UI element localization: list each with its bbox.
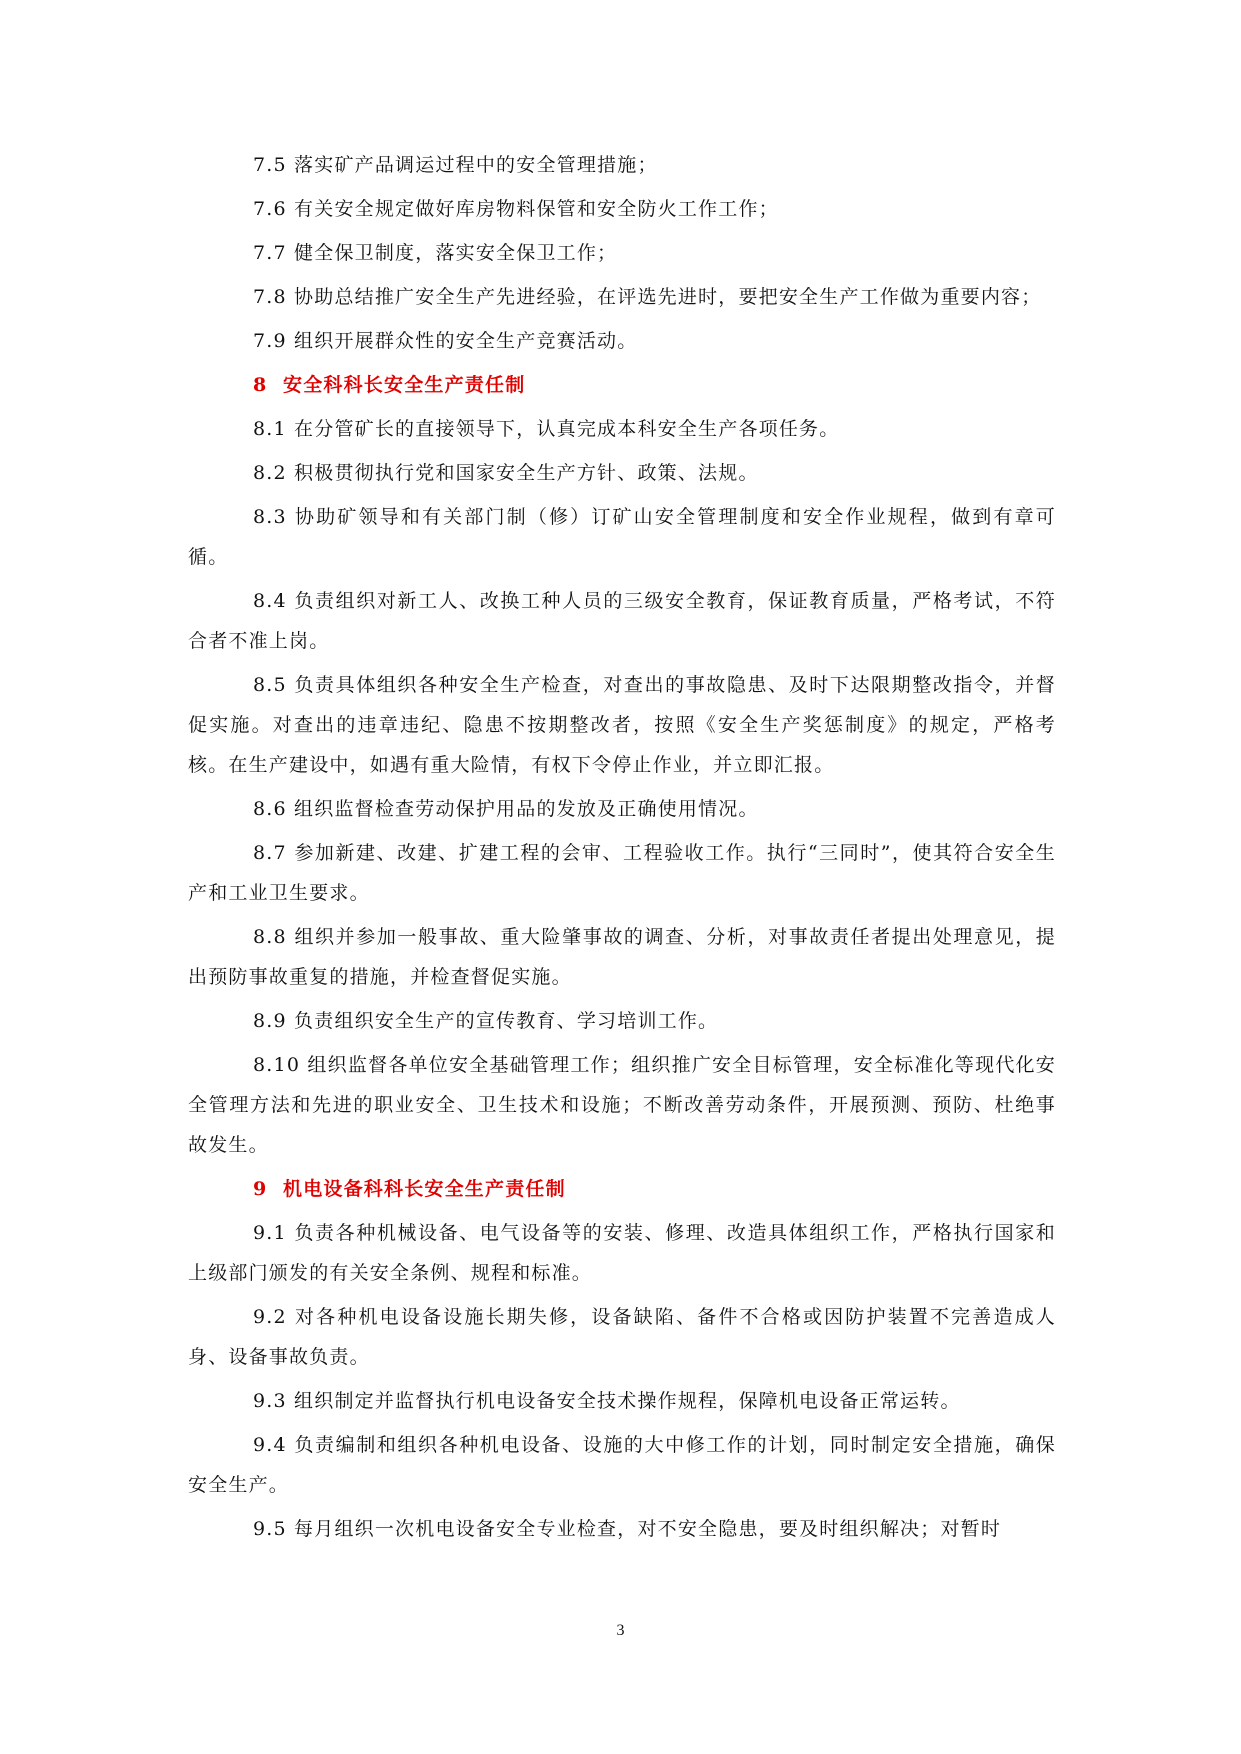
document-body	[188, 145, 1056, 1553]
section-number: 9	[253, 1178, 268, 1200]
paragraph-8-10: 8.10 组织监督各单位安全基础管理工作；组织推广安全目标管理，安全标准化等现代化安全管理方法和先进的职业安全、卫生技术和设施；不断改善劳动条件，开展预测、预防、杜绝事故发生。	[188, 1054, 1056, 1156]
paragraph-7-9: 7.9 组织开展群众性的安全生产竞赛活动。	[253, 330, 638, 352]
paragraph-9-2: 9.2 对各种机电设备设施长期失修，设备缺陷、备件不合格或因防护装置不完善造成人身、设备事故负责。	[188, 1306, 1056, 1368]
paragraph-9-4: 9.4 负责编制和组织各种机电设备、设施的大中修工作的计划，同时制定安全措施，确保安全生产。	[188, 1434, 1056, 1496]
paragraph-9-5: 9.5 每月组织一次机电设备安全专业检查，对不安全隐患，要及时组织解决；对暂时	[253, 1518, 1002, 1540]
paragraph-8-6: 8.6 组织监督检查劳动保护用品的发放及正确使用情况。	[253, 798, 759, 820]
paragraph-8-1: 8.1 在分管矿长的直接领导下，认真完成本科安全生产各项任务。	[253, 418, 840, 440]
section-number: 8	[253, 374, 268, 396]
section-heading-8	[188, 365, 1056, 405]
paragraph-8-8: 8.8 组织并参加一般事故、重大险肇事故的调查、分析，对事故责任者提出处理意见，提出预防事故重复的措施，并检查督促实施。	[188, 926, 1056, 988]
paragraph-8-2: 8.2 积极贯彻执行党和国家安全生产方针、政策、法规。	[253, 462, 759, 484]
paragraph-7-7: 7.7 健全保卫制度，落实安全保卫工作；	[253, 242, 618, 264]
paragraph-9-1: 9.1 负责各种机械设备、电气设备等的安装、修理、改造具体组织工作，严格执行国家和上级部门颁发的有关安全条例、规程和标准。	[188, 1222, 1056, 1284]
paragraph-7-6: 7.6 有关安全规定做好库房物料保管和安全防火工作工作；	[253, 198, 779, 220]
paragraph-9-3: 9.3 组织制定并监督执行机电设备安全技术操作规程，保障机电设备正常运转。	[253, 1390, 961, 1412]
paragraph-7-8: 7.8 协助总结推广安全生产先进经验，在评选先进时，要把安全生产工作做为重要内容；	[253, 286, 1042, 308]
paragraph-7-5: 7.5 落实矿产品调运过程中的安全管理措施；	[253, 154, 658, 176]
section-title: 安全科科长安全生产责任制	[283, 374, 526, 396]
paragraph-8-5: 8.5 负责具体组织各种安全生产检查，对查出的事故隐患、及时下达限期整改指令，并督促实施。对查出的违章违纪、隐患不按期整改者，按照《安全生产奖惩制度》的规定，严格考核。在生产建设中，如遇有重大险情，有权下令停止作业，并立即汇报。	[188, 674, 1056, 776]
section-title: 机电设备科科长安全生产责任制	[283, 1178, 566, 1200]
paragraph-8-9: 8.9 负责组织安全生产的宣传教育、学习培训工作。	[253, 1010, 719, 1032]
paragraph-8-7: 8.7 参加新建、改建、扩建工程的会审、工程验收工作。执行“三同时”，使其符合安全生产和工业卫生要求。	[188, 842, 1056, 904]
section-heading-9	[188, 1169, 1056, 1209]
paragraph-8-4: 8.4 负责组织对新工人、改换工种人员的三级安全教育，保证教育质量，严格考试，不符合者不准上岗。	[188, 590, 1056, 652]
paragraph-8-3: 8.3 协助矿领导和有关部门制（修）订矿山安全管理制度和安全作业规程，做到有章可循。	[188, 506, 1056, 568]
page-number: 3	[616, 1622, 625, 1639]
